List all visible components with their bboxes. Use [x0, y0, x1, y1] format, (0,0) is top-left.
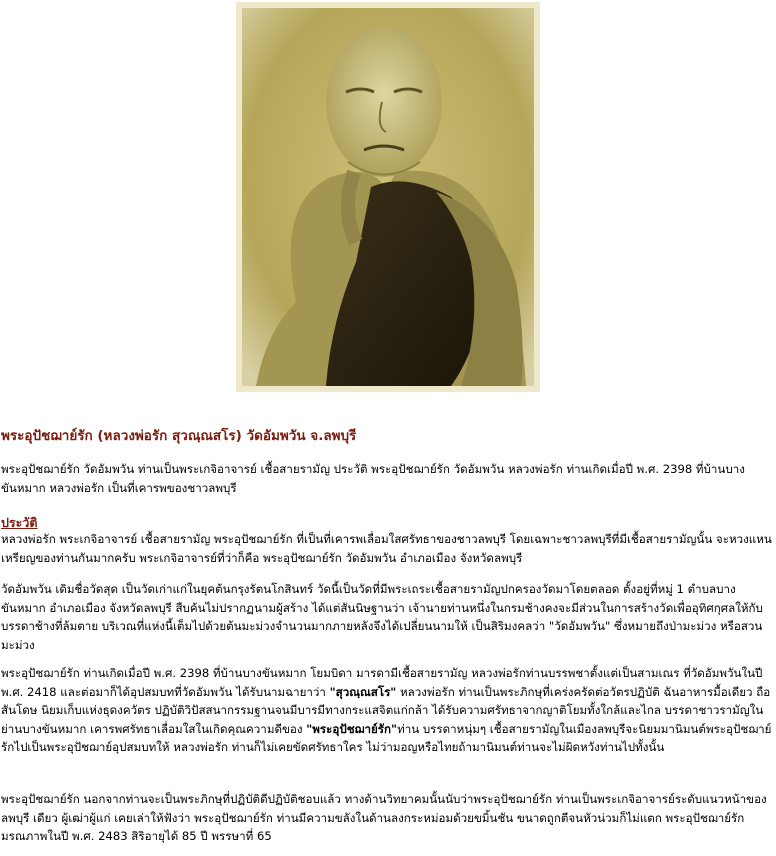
monk-name-bold: "สุวณฺณสโร"	[329, 684, 397, 699]
face-shape	[326, 27, 442, 177]
p3-text-e: ท่าน บรรดาหนุ่มๆ เชื้อสายรามัญในเมืองลพบุรีจะนิยมมานิมนต์พระอุปัชฌาย์รักไปเป็นพระอุปัชฌาย์อุปสมบทให้ หลวงพ่อรัก ท่านก็ไม่เคยขัดศรัทธาใคร ไม่ว่ามอญหรือไทยถ้ามานิมนต์ท่านจะไม่ผิดหวังท่านไปทั้งนั้น	[1, 721, 772, 754]
history-paragraph-2: วัดอัมพวัน เดิมชื่อวัดสุด เป็นวัดเก่าแก่ในยุคต้นกรุงรัตนโกสินทร์ วัดนี้เป็นวัดที่มีพระเถระเชื้อสายรามัญปกครองวัดมาโดยตลอด ตั้งอยู่ที่หมู่ 1 ตำบลบางขันหมาก อำเภอเมือง จังหวัดลพบุรี สืบค้นไม่ปรากฏนามผู้สร้าง ได้แต่สันนิษฐานว่า เจ้านายท่านหนึ่งในกรมช้างคงจะมีส่วนในการสร้างวัดเพื่ออุทิศกุศลให้กับ บรรดาช้างที่ล้มตาย บริเวณที่แห่งนี้เต็มไปด้วยต้นมะม่วงจำนวนมากภายหลังจึงได้เปลี่ยนนามให้ เป็นสิริมงคลว่า "วัดอัมพวัน" ซึ่งหมายถึงป่ามะม่วง หรือสวนมะม่วง	[1, 582, 763, 652]
monk-title-bold: "พระอุปัชฌาย์รัก"	[306, 721, 398, 736]
article-title: พระอุปัชฌาย์รัก (หลวงพ่อรัก สุวณฺณสโร) วัดอัมพวัน จ.ลพบุรี	[1, 428, 357, 444]
history-heading: ประวัติ	[1, 515, 38, 530]
intro-paragraph: พระอุปัชฌาย์รัก วัดอัมพวัน ท่านเป็นพระเกจิอาจารย์ เชื้อสายรามัญ ประวัติ พระอุปัชฌาย์รัก วัดอัมพวัน หลวงพ่อรัก ท่านเกิดเมื่อปี พ.ศ. 2398 ที่บ้านบางขันหมาก หลวงพ่อรัก เป็นที่เคารพของชาวลพบุรี	[1, 462, 745, 495]
history-paragraph-3	[1, 664, 773, 757]
history-paragraph-4: พระอุปัชฌาย์รัก นอกจากท่านจะเป็นพระภิกษุที่ปฏิบัติดีปฏิบัติชอบแล้ว ทางด้านวิทยาคมนั้นนับว่าพระอุปัชฌาย์รัก ท่านเป็นพระเกจิอาจารย์ระดับแนวหน้าของลพบุรี เดียว ผู้เฒ่าผู้แก่ เคยเล่าให้ฟังว่า พระอุปัชฌาย์รัก ท่านมีความขลังในด้านลงกระหม่อมด้วยขมิ้นชัน ขนาดถูกตีจนหัวน่วมก็ไม่แตก พระอุปัชฌาย์รัก มรณภาพในปี พ.ศ. 2483 สิริอายุได้ 85 ปี พรรษาที่ 65	[1, 792, 767, 843]
monk-portrait-photo	[236, 2, 540, 392]
portrait-image	[236, 2, 540, 392]
p3-text-a: พระอุปัชฌาย์รัก ท่านเกิดเมื่อปี พ.ศ. 2398 ที่บ้านบางขันหมาก โยมบิดา มารดามีเชื้อสายรามัญ หลวงพ่อรักท่านบรรพชาตั้งแต่เป็นสามเณร ที่วัดอัมพวันในปี พ.ศ. 2418 และต่อมาก็ได้อุปสมบทที่วัดอัมพวัน ได้รับนามฉายาว่า	[1, 666, 763, 699]
neck-shape	[348, 172, 356, 242]
p3-text-c: หลวงพ่อรัก ท่านเป็นพระภิกษุที่เคร่งครัดต่อวัตรปฏิบัติ ฉันอาหารมื้อเดียว ถือสันโดษ นิยมเก็บแห่งธุดงควัตร ปฏิบัติวิปัสสนากรรมฐานจนมีบารมีทางกระแสจิตแก่กล้า ได้รับความศรัทธาจากญาติโยมทั้งใกล้และไกล บรรดาชาวรามัญในย่านบางขันหมาก เคารพศรัทธาเลื่อมใสในเกิดคุณความดีของ	[1, 684, 771, 736]
history-paragraph-1: หลวงพ่อรัก พระเกจิอาจารย์ เชื้อสายรามัญ พระอุปัชฌาย์รัก ที่เป็นที่เคารพเลื่อมใสศรัทธาของชาวลพบุรี โดยเฉพาะชาวลพบุรีที่มีเชื้อสายรามัญนั้น จะหวงแหนเหรียญของท่านกันมากครับ พระเกจิอาจารย์ที่ว่าก็คือ พระอุปัชฌาย์รัก วัดอัมพวัน อำเภอเมือง จังหวัดลพบุรี	[1, 532, 772, 565]
